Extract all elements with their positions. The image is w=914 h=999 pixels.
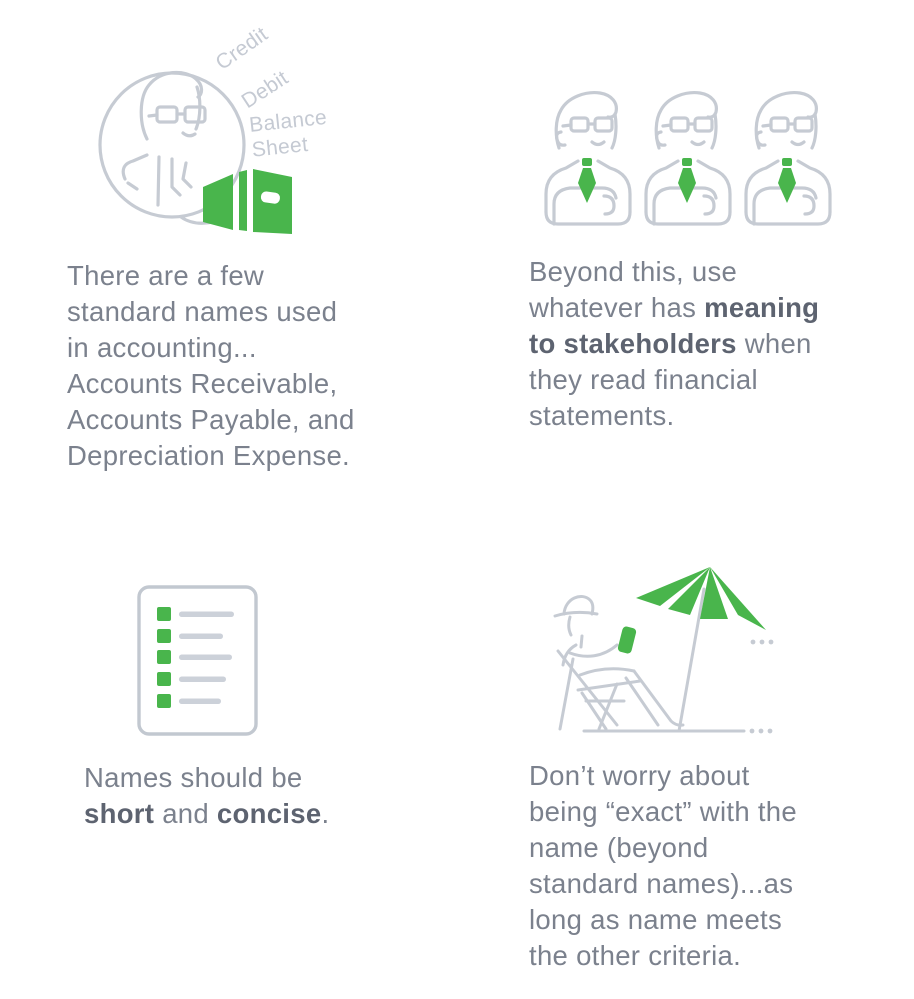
three-businessmen-icon: [540, 84, 840, 232]
text-segment: name (beyond: [529, 832, 709, 863]
text-segment: when: [736, 328, 812, 359]
checklist-document-icon: [135, 583, 260, 738]
text-line: [67, 366, 355, 402]
text-segment-bold: concise: [216, 798, 322, 829]
text-line: [529, 866, 797, 902]
text-line: [67, 258, 355, 294]
text-line: [529, 902, 797, 938]
floating-label-debit: Debit: [237, 66, 293, 114]
text-segment: statements.: [529, 400, 675, 431]
text-segment: .: [321, 798, 330, 829]
text-segment: standard names used: [67, 296, 338, 327]
relaxing-beach-chair-illustration: [520, 553, 805, 743]
text-line: [84, 796, 329, 832]
text-line: [67, 330, 355, 366]
text-line: [529, 254, 819, 290]
text-segment-bold: meaning: [704, 292, 820, 323]
three-businessmen-illustration: [540, 84, 840, 232]
text-segment: being “exact” with the: [529, 796, 797, 827]
text-line: [529, 830, 797, 866]
checklist-document-illustration: [135, 583, 260, 738]
text-segment: the other criteria.: [529, 940, 742, 971]
stakeholder-meaning-text: [529, 254, 819, 434]
text-segment: Don’t worry about: [529, 760, 750, 791]
text-segment: Accounts Payable, and: [67, 404, 355, 435]
floating-label-balance-sheet: Balance Sheet: [248, 105, 329, 162]
text-line: [529, 326, 819, 362]
text-segment: long as name meets: [529, 904, 783, 935]
dont-worry-exact-text: [529, 758, 797, 974]
text-segment: Depreciation Expense.: [67, 440, 350, 471]
text-segment: There are a few: [67, 260, 265, 291]
text-line: [84, 760, 329, 796]
text-line: [67, 402, 355, 438]
text-segment: Beyond this, use: [529, 256, 738, 287]
floating-label-credit: Credit: [211, 22, 273, 75]
text-line: [67, 438, 355, 474]
text-line: [529, 290, 819, 326]
text-segment: in accounting...: [67, 332, 257, 363]
text-line: [529, 938, 797, 974]
text-line: [529, 758, 797, 794]
text-line: [529, 398, 819, 434]
text-segment: standard names)...as: [529, 868, 794, 899]
beach-umbrella-icon: [520, 553, 805, 743]
text-segment: Accounts Receivable,: [67, 368, 338, 399]
person-reading-green-book-illustration: [95, 22, 345, 240]
text-segment: and: [154, 798, 217, 829]
standard-names-text: [67, 258, 355, 474]
text-segment: Names should be: [84, 762, 303, 793]
text-segment: they read financial: [529, 364, 758, 395]
text-line: [67, 294, 355, 330]
short-concise-text: [84, 760, 329, 832]
text-line: [529, 794, 797, 830]
text-line: [529, 362, 819, 398]
text-segment: whatever has: [529, 292, 705, 323]
text-segment-bold: short: [84, 798, 155, 829]
text-segment-bold: to stakeholders: [529, 328, 737, 359]
